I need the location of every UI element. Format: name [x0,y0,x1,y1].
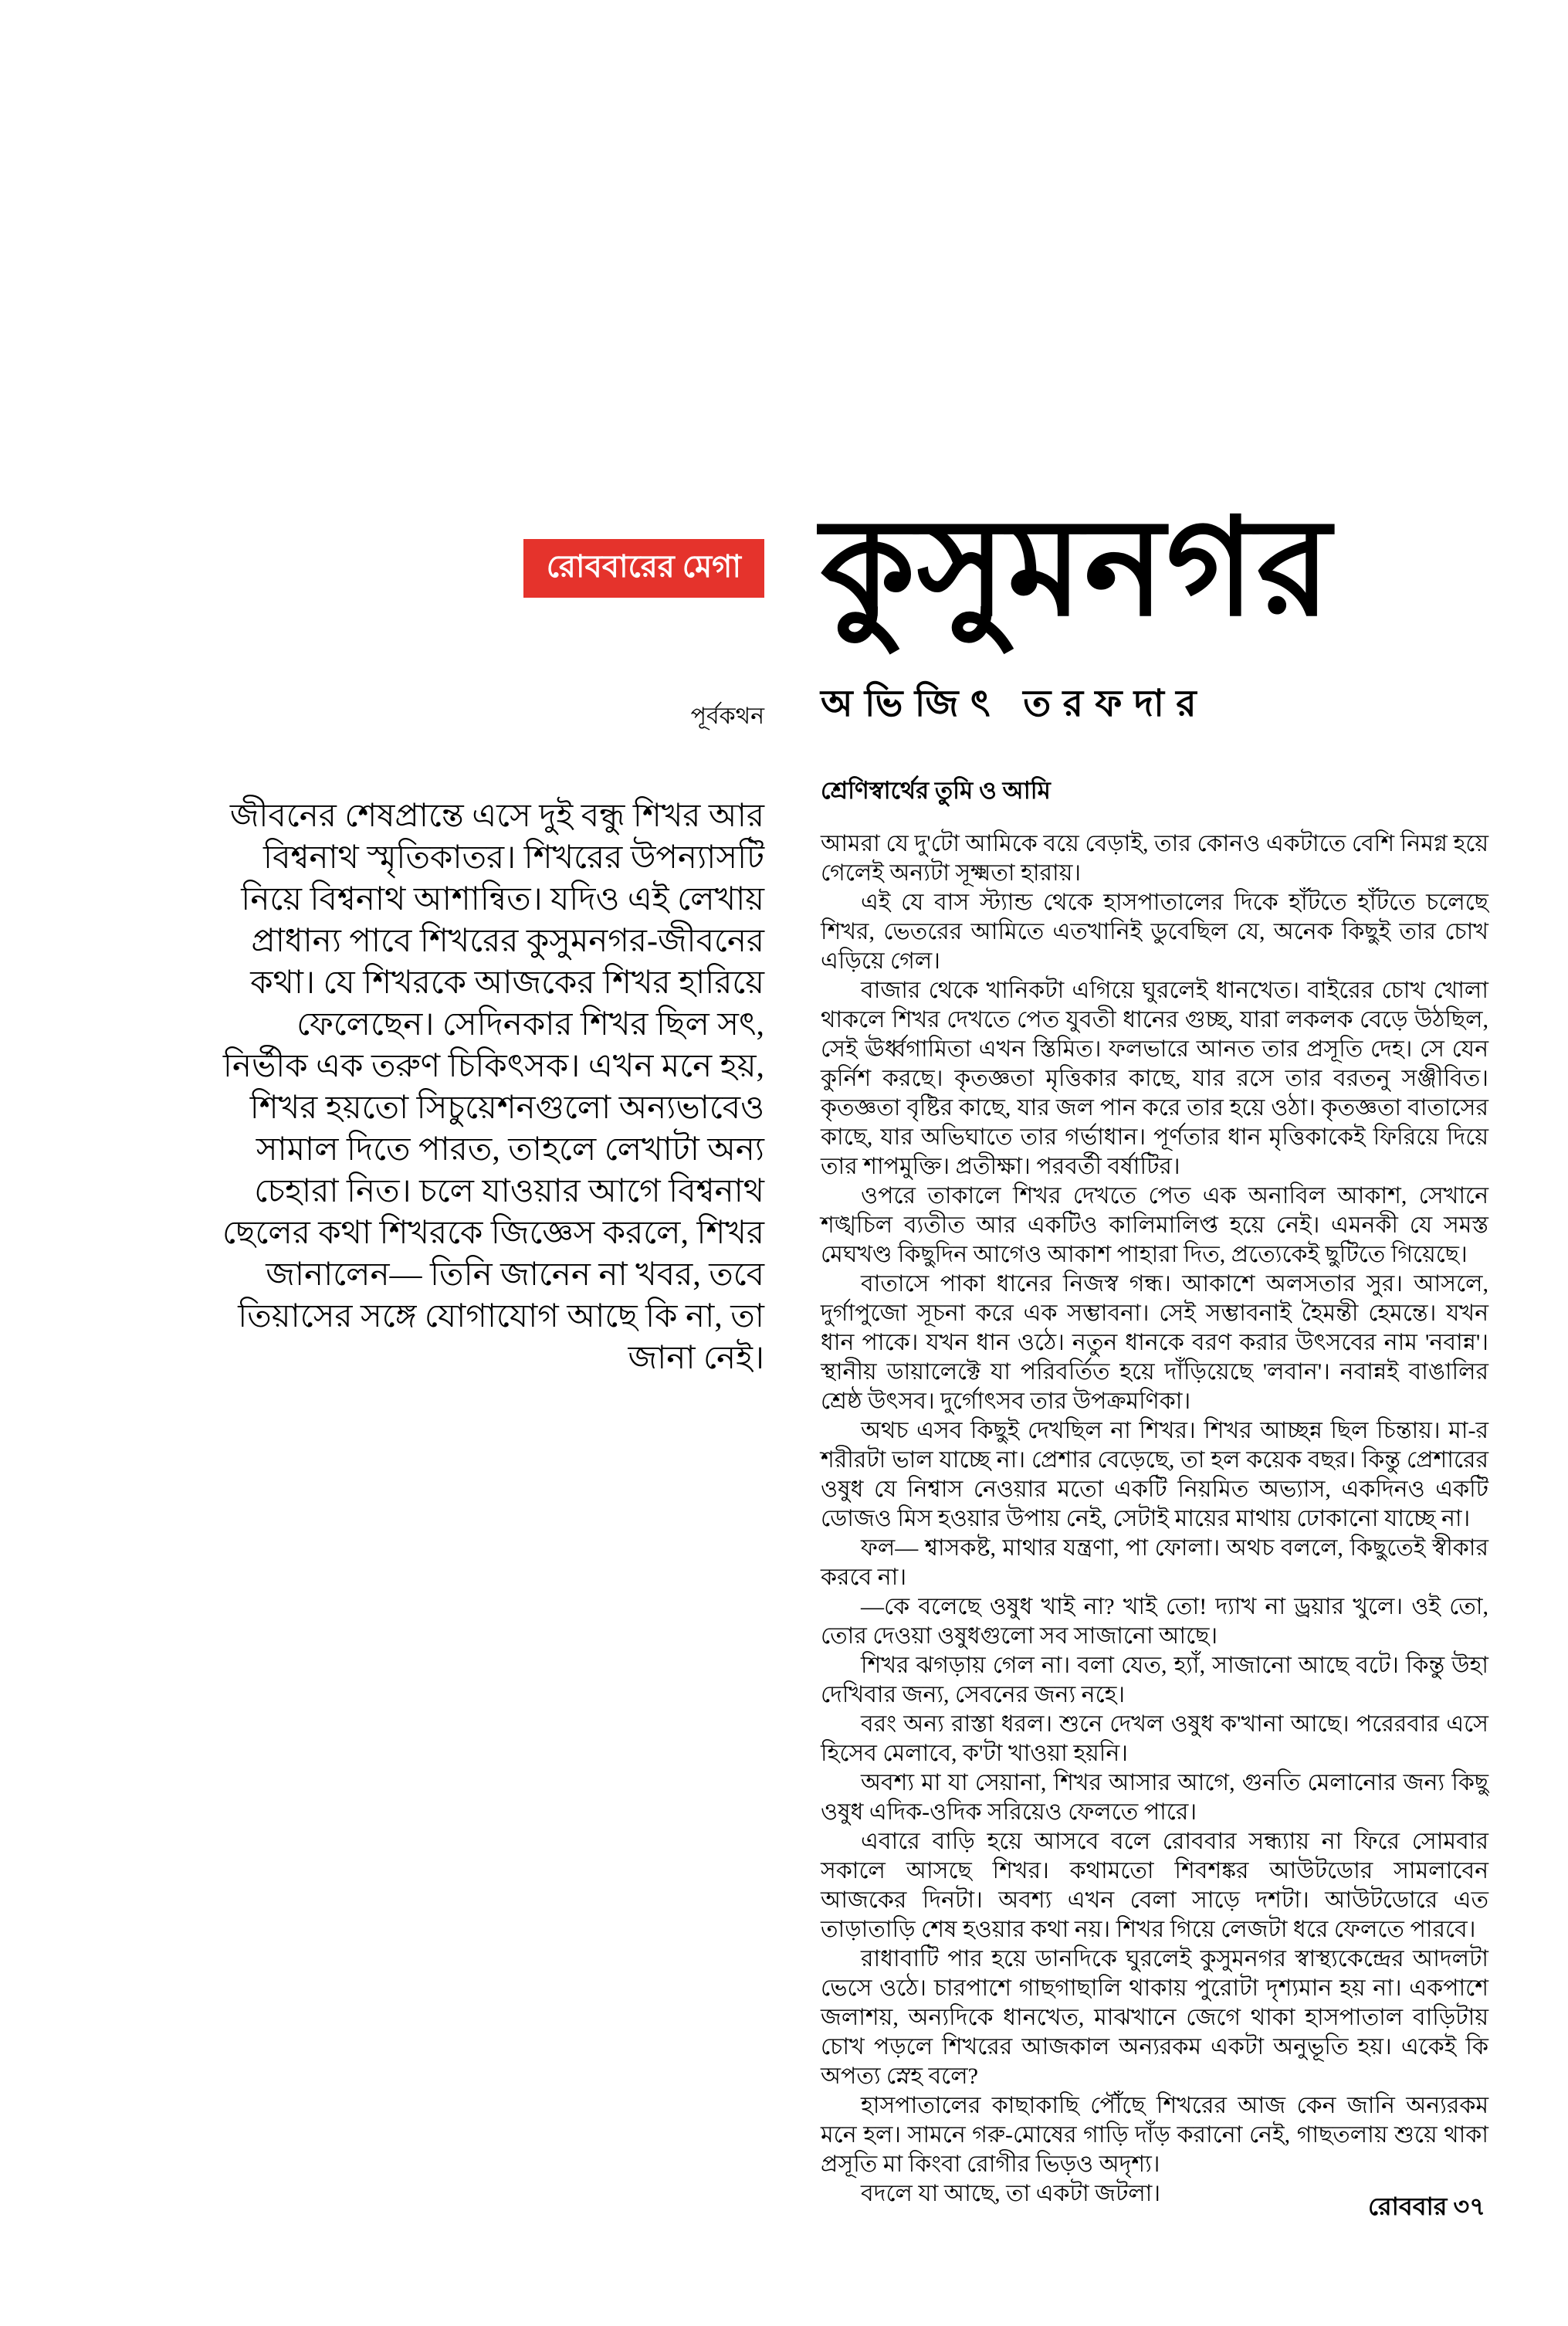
intro-column [207,737,764,2209]
article-title: কুসুমনগর [821,493,1333,643]
badge-cell [207,494,764,643]
body-paragraph: ফল— শ্বাসকষ্ট, মাথার যন্ত্রণা, পা ফোলা। অথচ বললে, কিছুতেই স্বীকার করবে না। [821,1534,1488,1590]
intro-text: জীবনের শেষপ্রান্তে এসে দুই বন্ধু শিখর আর বিশ্বনাথ স্মৃতিকাতর। শিখরের উপন্যাসটি নিয়ে বিশ্বনাথ আশান্বিত। যদিও এই লেখায় প্রাধান্য পাবে শিখরের কুসুমনগর-জীবনের কথা। যে শিখরকে আজকের শিখর হারিয়ে ফেলেছেন। সেদিনকার শিখর ছিল সৎ, নির্ভীক এক তরুণ চিকিৎসক। এখন মনে হয়, শিখর হয়তো সিচুয়েশনগুলো অন্যভাবেও সামাল দিতে পারত, তাহলে লেখাটা অন্য চেহারা নিত। চলে যাওয়ার আগে বিশ্বনাথ ছেলের কথা শিখরকে জিজ্ঞেস করলে, শিখর জানালেন— তিনি জানেন না খবর, তবে তিয়াসের সঙ্গে যোগাযোগ আছে কি না, তা জানা নেই। [222,798,764,1376]
body-paragraph: রাধাবাটি পার হয়ে ডানদিকে ঘুরলেই কুসুমনগর স্বাস্থ্যকেন্দ্রের আদলটা ভেসে ওঠে। চারপাশে গাছগাছালি থাকায় পুরোটা দৃশ্যমান হয় না। একপাশে জলাশয়, অন্যদিকে ধানখেত, মাঝখানে জেগে থাকা হাসপাতাল বাড়িটায় চোখ পড়লে শিখরের আজকাল অন্যরকম একটা অনুভূতি হয়। একেই কি অপত্য স্নেহ বলে? [821,1945,1488,2089]
body-paragraph: এই যে বাস স্ট্যান্ড থেকে হাসপাতালের দিকে হাঁটতে হাঁটতে চলেছে শিখর, ভেতরের আমিতে এতখানিই ডুবেছিল যে, অনেক কিছুই তার চোখ এড়িয়ে গেল। [821,889,1488,974]
body-paragraph: বরং অন্য রাস্তা ধরল। শুনে দেখল ওষুধ ক'খানা আছে। পরেরবার এসে হিসেব মেলাবে, ক'টা খাওয়া হয়নি। [821,1711,1488,1766]
preface-cell [207,643,764,737]
page-content [207,494,1488,2209]
body-paragraph: বাতাসে পাকা ধানের নিজস্ব গন্ধ। আকাশে অলসতার সুর। আসলে, দুর্গাপুজো সূচনা করে এক সম্ভাবনা। সেই সম্ভাবনাই হৈমন্তী হেমন্তে। যখন ধান পাকে। যখন ধান ওঠে। নতুন ধানকে বরণ করার উৎসবের নাম 'নবান্ন'। স্থানীয় ডায়ালেক্টে যা পরিবর্তিত হয়ে দাঁড়িয়েছে 'লবান'। নবান্নই বাঙালির শ্রেষ্ঠ উৎসব। দুর্গোৎসব তার উপক্রমণিকা। [821,1270,1488,1414]
body-paragraph: ওপরে তাকালে শিখর দেখতে পেত এক অনাবিল আকাশ, সেখানে শঙ্খচিল ব্যতীত আর একটিও কালিমালিপ্ত হয়ে নেই। এমনকী যে সমস্ত মেঘখণ্ড কিছুদিন আগেও আকাশ পাহারা দিত, প্রত্যেকেই ছুটিতে গিয়েছে। [821,1182,1488,1267]
body-paragraph: অবশ্য মা যা সেয়ানা, শিখর আসার আগে, গুনতি মেলানোর জন্য কিছু ওষুধ এদিক-ওদিক সরিয়েও ফেলতে পারে। [821,1769,1488,1825]
body-paragraph: বাজার থেকে খানিকটা এগিয়ে ঘুরলেই ধানখেত। বাইরের চোখ খোলা থাকলে শিখর দেখতে পেত যুবতী ধানের গুচ্ছ, যারা লকলক বেড়ে উঠছিল, সেই ঊর্ধ্বগামিতা এখন স্তিমিত। ফলভারে আনত তার প্রসূতি দেহ। সে যেন কুর্নিশ করছে। কৃতজ্ঞতা মৃত্তিকার কাছে, যার রসে তার বরতনু সঞ্জীবিত। কৃতজ্ঞতা বৃষ্টির কাছে, যার জল পান করে তার হয়ে ওঠা। কৃতজ্ঞতা বাতাসের কাছে, যার অভিঘাতে তার গর্ভাধান। পূর্ণতার ধান মৃত্তিকাকেই ফিরিয়ে দিয়ে তার শাপমুক্তি। প্রতীক্ষা। পরবর্তী বর্ষাটির। [821,977,1488,1179]
body-paragraph: শিখর ঝগড়ায় গেল না। বলা যেত, হ্যাঁ, সাজানো আছে বটে। কিন্তু উহা দেখিবার জন্য, সেবনের জন্য নহে। [821,1652,1488,1707]
author-name: অভিজিৎ তরফদার [821,683,1209,724]
body-paragraph: বদলে যা আছে, তা একটা জটলা। [861,2180,1161,2206]
byline-cell [821,643,1488,737]
paragraph-list [821,829,1488,2209]
article-body-column [821,737,1488,2209]
body-paragraph: এবারে বাড়ি হয়ে আসবে বলে রোববার সন্ধ্যায় না ফিরে সোমবার সকালে আসছে শিখর। কথামতো শিবশঙ্কর আউটডোর সামলাবেন আজকের দিনটা। অবশ্য এখন বেলা সাড়ে দশটা। আউটডোরে এত তাড়াতাড়ি শেষ হওয়ার কথা নয়। শিখর গিয়ে লেজটা ধরে ফেলতে পারবে। [821,1828,1488,1942]
body-paragraph: আমরা যে দু'টো আমিকে বয়ে বেড়াই, তার কোনও একটাতে বেশি নিমগ্ন হয়ে গেলেই অন্যটা সূক্ষ্মতা হারায়। [821,830,1488,886]
preface-label: পূর্বকথন [690,703,764,729]
series-badge: রোববারের মেগা [523,539,764,598]
body-paragraph: অথচ এসব কিছুই দেখছিল না শিখর। শিখর আচ্ছন্ন ছিল চিন্তায়। মা-র শরীরটা ভাল যাচ্ছে না। প্রেশার বেড়েছে, তা হল কয়েক বছর। কিন্তু প্রেশারের ওষুধ যে নিশ্বাস নেওয়ার মতো একটি নিয়মিত অভ্যাস, একদিনও একটি ডোজও মিস হওয়ার উপায় নেই, সেটাই মায়ের মাথায় ঢোকানো যাচ্ছে না। [821,1417,1488,1531]
body-paragraph: —কে বলেছে ওষুধ খাই না? খাই তো! দ্যাখ না ড্রয়ার খুলে। ওই তো, তোর দেওয়া ওষুধগুলো সব সাজানো আছে। [821,1593,1488,1649]
body-paragraph: হাসপাতালের কাছাকাছি পৌঁছে শিখরের আজ কেন জানি অন্যরকম মনে হল। সামনে গরু-মোষের গাড়ি দাঁড় করানো নেই, গাছতলায় শুয়ে থাকা প্রসূতি মা কিংবা রোগীর ভিড়ও অদৃশ্য। [821,2092,1488,2177]
page-folio: রোববার ৩৭ [1368,2192,1485,2220]
section-heading: শ্রেণিস্বার্থের তুমি ও আমি [821,776,1051,804]
